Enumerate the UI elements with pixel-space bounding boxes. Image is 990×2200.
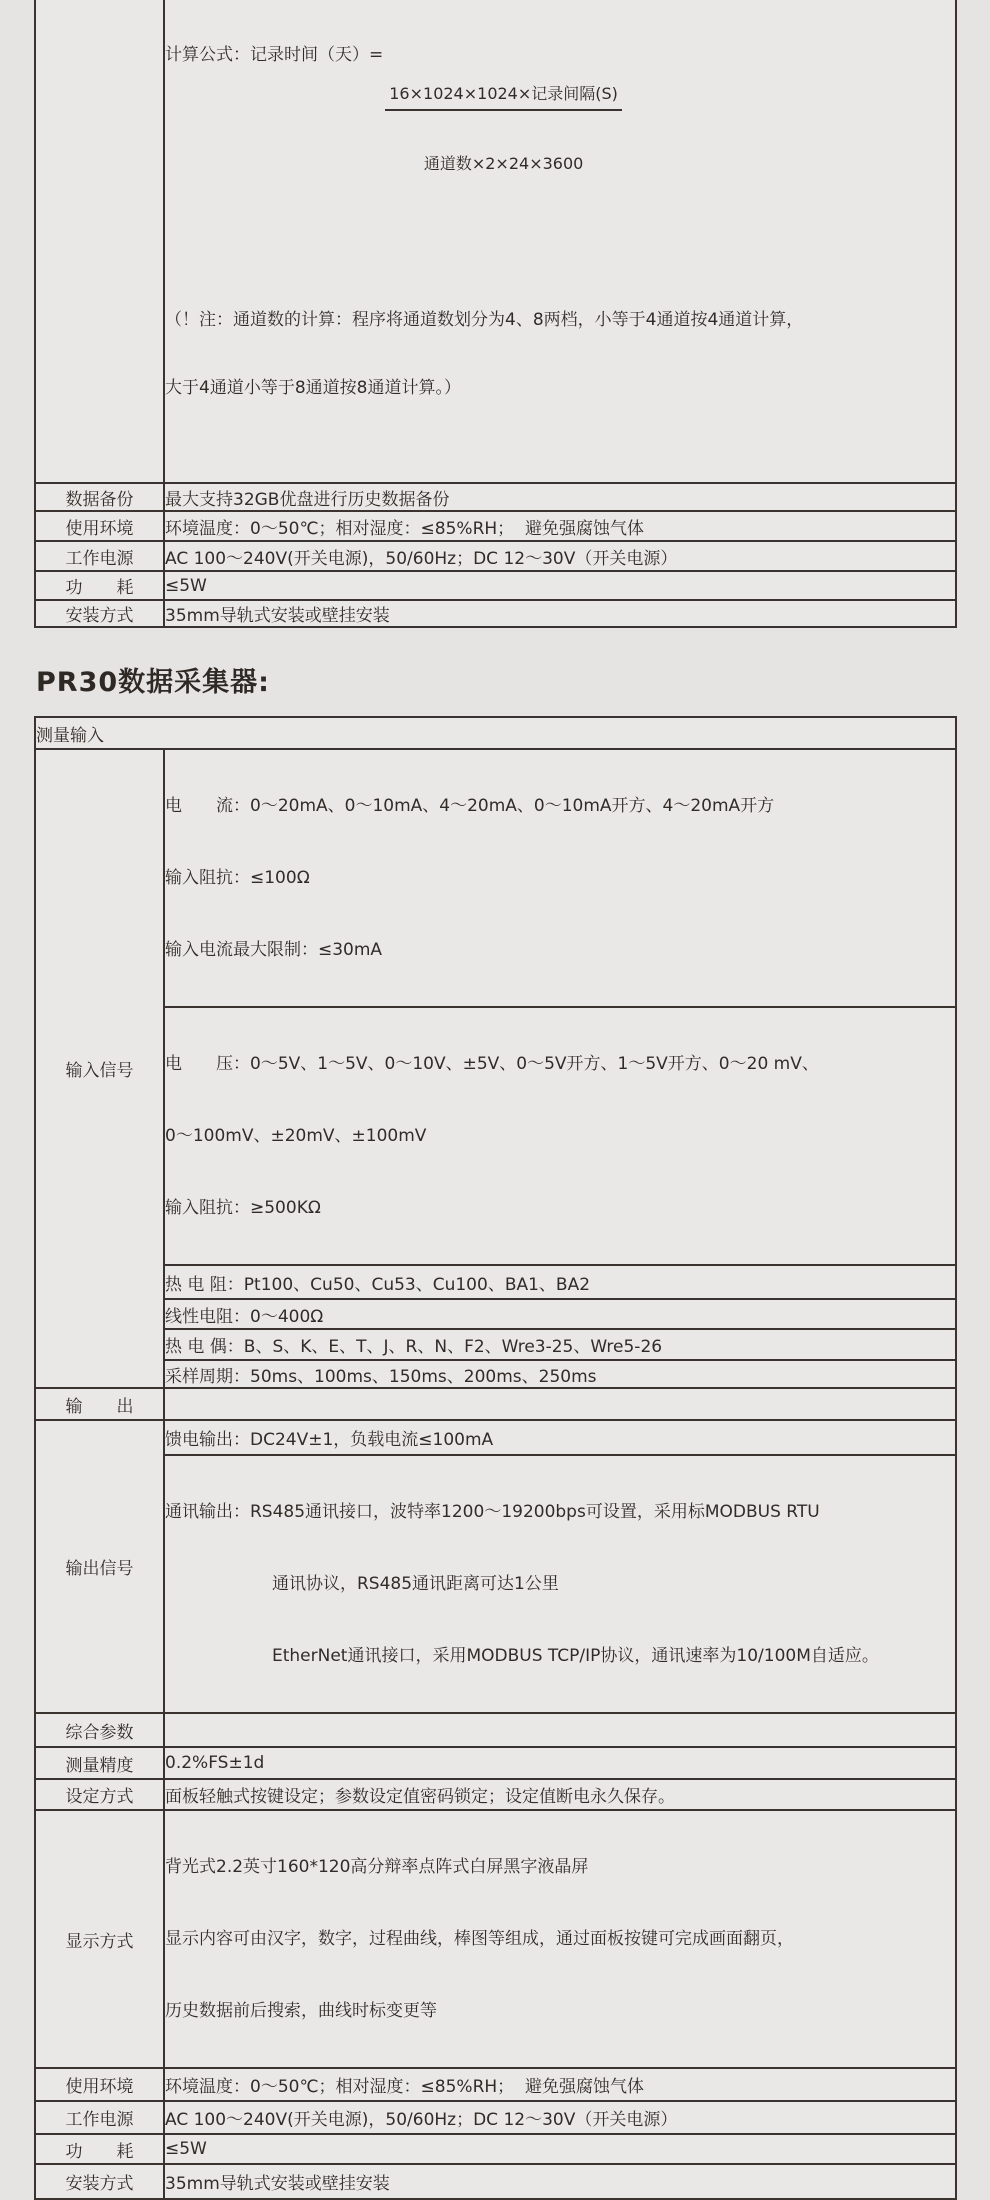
- section-measure-input: 测量输入: [35, 717, 956, 749]
- power-consumption-label: 功 耗: [35, 571, 164, 600]
- current-ranges: 电 流：0～20mA、0～10mA、4～20mA、0～10mA开方、4～20mA开方: [165, 796, 775, 816]
- row-section-general: [35, 1713, 956, 1747]
- setting-method-label: 设定方式: [35, 1779, 164, 1810]
- current-max-limit: 输入电流最大限制：≤30mA: [165, 940, 383, 960]
- row-environment-pr30: [35, 2068, 956, 2101]
- power-consumption-value: ≤5W: [164, 571, 956, 600]
- row-input-voltage: [35, 1007, 956, 1265]
- comm-output-cell: [164, 1455, 956, 1713]
- power-consumption-pr30-value: ≤5W: [164, 2134, 956, 2164]
- input-signal-label: 输入信号: [35, 749, 164, 1388]
- display-screen-spec: 背光式2.2英寸160*120高分辩率点阵式白屏黑字液晶屏: [165, 1857, 589, 1877]
- row-mounting-pr30: [35, 2164, 956, 2199]
- mounting-label: 安装方式: [35, 600, 164, 627]
- row-linear-resistance: [35, 1299, 956, 1329]
- section-general-label: 综合参数: [35, 1713, 164, 1747]
- spec-table-pr30: [34, 716, 957, 2200]
- comm-output-protocol: 通讯协议，RS485通讯距离可达1公里: [272, 1574, 559, 1594]
- display-method-cell: [164, 1810, 956, 2068]
- comm-output-rs485: 通讯输出：RS485通讯接口，波特率1200～19200bps可设置，采用标MODBUS RTU: [165, 1502, 820, 1522]
- row-display-method: [35, 1810, 956, 2068]
- row-input-current: [35, 749, 956, 1007]
- row-record-formula: [35, 0, 956, 483]
- row-section-output: [35, 1388, 956, 1420]
- power-consumption-pr30-label: 功 耗: [35, 2134, 164, 2164]
- row-mounting: [35, 600, 956, 627]
- comm-output-ethernet: EtherNet通讯接口，采用MODBUS TCP/IP协议，通讯速率为10/100M自适应。: [272, 1646, 879, 1666]
- row-section-measure-input: [35, 717, 956, 749]
- row-power-supply-pr30: [35, 2101, 956, 2134]
- section-output-label: 输 出: [35, 1388, 164, 1420]
- voltage-input-impedance: 输入阻抗：≥500KΩ: [165, 1198, 321, 1218]
- row-power-supply: [35, 541, 956, 571]
- voltage-ranges-1: 电 压：0～5V、1～5V、0～10V、±5V、0～5V开方、1～5V开方、0～20 mV、: [165, 1054, 819, 1074]
- row-thermocouple: [35, 1329, 956, 1360]
- formula-row-label-cell: [35, 0, 164, 483]
- mounting-pr30-label: 安装方式: [35, 2164, 164, 2199]
- row-setting-method: [35, 1779, 956, 1810]
- accuracy-label: 测量精度: [35, 1747, 164, 1779]
- environment-value: 环境温度：0～50℃；相对湿度：≤85%RH； 避免强腐蚀气体: [164, 511, 956, 541]
- row-feed-output: [35, 1420, 956, 1455]
- setting-method-value: 面板轻触式按键设定；参数设定值密码锁定；设定值断电永久保存。: [164, 1779, 956, 1810]
- row-power-consumption-pr30: [35, 2134, 956, 2164]
- environment-label: 使用环境: [35, 511, 164, 541]
- display-method-label: 显示方式: [35, 1810, 164, 2068]
- section-output-empty-cell: [164, 1388, 956, 1420]
- feed-output-value: 馈电输出：DC24V±1，负载电流≤100mA: [164, 1420, 956, 1455]
- channel-count-note: [165, 266, 955, 442]
- pr30-section-heading: PR30数据采集器:: [36, 667, 270, 698]
- input-voltage-cell: [164, 1007, 956, 1265]
- spec-table-recorder: [34, 0, 957, 628]
- row-rtd: [35, 1265, 956, 1299]
- voltage-ranges-2: 0～100mV、±20mV、±100mV: [165, 1126, 427, 1146]
- mounting-value: 35mm导轨式安装或壁挂安装: [164, 600, 956, 627]
- linear-resistance-range: 线性电阻：0～400Ω: [164, 1299, 956, 1329]
- fraction-numerator: 16×1024×1024×记录间隔(S): [385, 80, 622, 111]
- display-content-1: 显示内容可由汉字，数字，过程曲线，棒图等组成，通过面板按键可完成画面翻页，: [165, 1929, 794, 1949]
- environment-pr30-label: 使用环境: [35, 2068, 164, 2101]
- output-signal-label: 输出信号: [35, 1420, 164, 1713]
- rtd-types: 热 电 阻：Pt100、Cu50、Cu53、Cu100、BA1、BA2: [164, 1265, 956, 1299]
- power-supply-label: 工作电源: [35, 541, 164, 571]
- thermocouple-types: 热 电 偶：B、S、K、E、T、J、R、N、F2、Wre3-25、Wre5-26: [164, 1329, 956, 1360]
- row-data-backup: [35, 483, 956, 511]
- row-accuracy: [35, 1747, 956, 1779]
- mounting-pr30-value: 35mm导轨式安装或壁挂安装: [164, 2164, 956, 2199]
- accuracy-value: 0.2%FS±1d: [164, 1747, 956, 1779]
- current-input-impedance: 输入阻抗：≤100Ω: [165, 868, 310, 888]
- fraction-denominator: 通道数×2×24×3600: [423, 154, 584, 173]
- row-sampling-period: [35, 1360, 956, 1388]
- input-current-cell: [164, 749, 956, 1007]
- power-supply-pr30-value: AC 100～240V(开关电源)，50/60Hz；DC 12～30V（开关电源）: [164, 2101, 956, 2134]
- formula-fraction: [385, 40, 622, 217]
- note-line-1: （！注：通道数的计算：程序将通道数划分为4、8两档，小等于4通道按4通道计算，: [165, 310, 804, 330]
- power-supply-pr30-label: 工作电源: [35, 2101, 164, 2134]
- row-environment: [35, 511, 956, 541]
- formula-prefix: 计算公式：记录时间（天）=: [165, 45, 384, 65]
- row-comm-output: [35, 1455, 956, 1713]
- section-general-empty-cell: [164, 1713, 956, 1747]
- data-backup-value: 最大支持32GB优盘进行历史数据备份: [164, 483, 956, 511]
- display-content-2: 历史数据前后搜索，曲线时标变更等: [165, 2001, 437, 2021]
- data-backup-label: 数据备份: [35, 483, 164, 511]
- formula-cell: [164, 0, 956, 483]
- environment-pr30-value: 环境温度：0～50℃；相对湿度：≤85%RH； 避免强腐蚀气体: [164, 2068, 956, 2101]
- row-power-consumption: [35, 571, 956, 600]
- note-line-2: 大于4通道小等于8通道按8通道计算。）: [165, 378, 461, 398]
- record-time-formula: [165, 40, 955, 217]
- power-supply-value: AC 100～240V(开关电源)，50/60Hz；DC 12～30V（开关电源）: [164, 541, 956, 571]
- sampling-period-values: 采样周期：50ms、100ms、150ms、200ms、250ms: [164, 1360, 956, 1388]
